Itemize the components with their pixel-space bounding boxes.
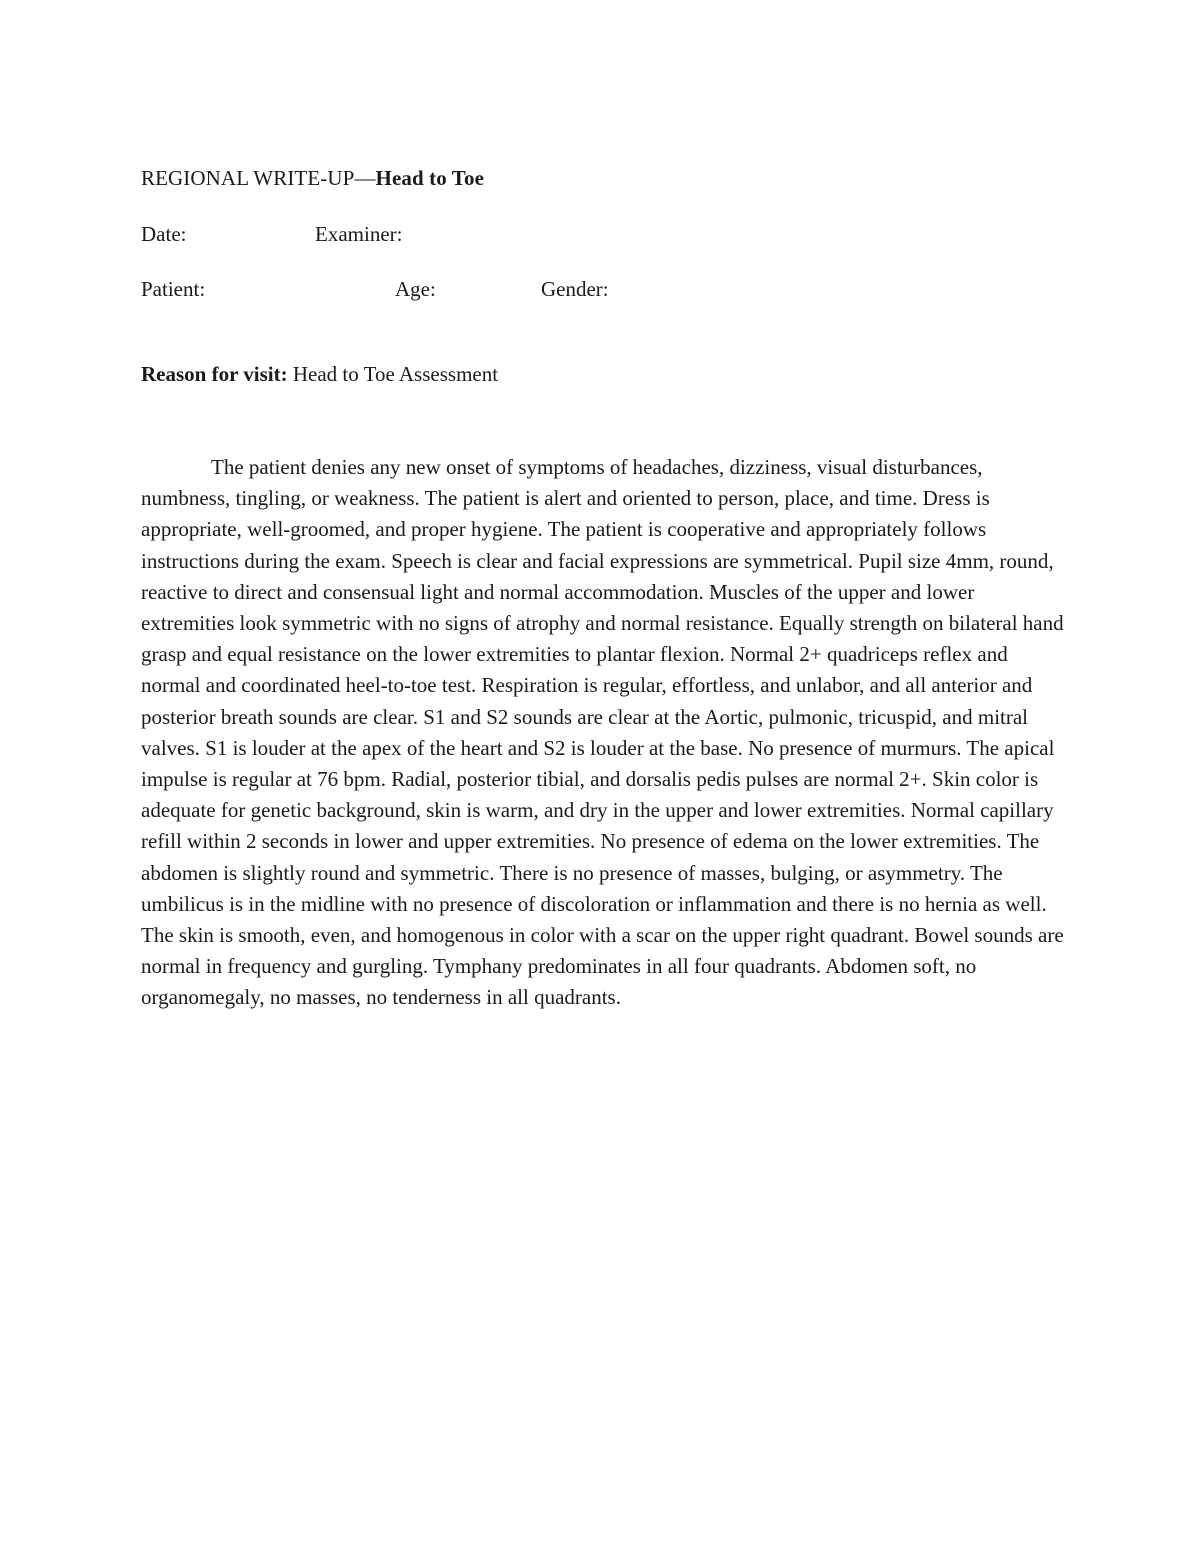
title-dash: —: [354, 166, 376, 190]
patient-label: Patient:: [141, 277, 206, 301]
document-title: [141, 166, 484, 191]
age-label: Age:: [395, 277, 436, 301]
gender-label: Gender:: [541, 277, 609, 301]
title-lead: REGIONAL WRITE-UP: [141, 166, 355, 190]
assessment-paragraph: The patient denies any new onset of symptoms of headaches, dizziness, visual disturbances, numbness, tingling, or weakness. The patient is alert and oriented to person, place, and time. Dress is appropriate, well-groomed, and proper hygiene. The patient is cooperative and appropriately follows instructions during the exam. Speech is clear and facial expressions are symmetrical. Pupil size 4mm, round, reactive to direct and consensual light and normal accommodation. Muscles of the upper and lower extremities look symmetric with no signs of atrophy and normal resistance. Equally strength on bilateral hand grasp and equal resistance on the lower extremities to plantar flexion. Normal 2+ quadriceps reflex and normal and coordinated heel-to-toe test. Respiration is regular, effortless, and unlabor, and all anterior and posterior breath sounds are clear. S1 and S2 sounds are clear at the Aortic, pulmonic, tricuspid, and mitral valves. S1 is louder at the apex of the heart and S2 is louder at the base. No presence of murmurs. The apical impulse is regular at 76 bpm. Radial, posterior tibial, and dorsalis pedis pulses are normal 2+. Skin color is adequate for genetic background, skin is warm, and dry in the upper and lower extremities. Normal capillary refill within 2 seconds in lower and upper extremities. No presence of edema on the lower extremities. The abdomen is slightly round and symmetric. There is no presence of masses, bulging, or asymmetry. The umbilicus is in the midline with no presence of discoloration or inflammation and there is no hernia as well. The skin is smooth, even, and homogenous in color with a scar on the upper right quadrant. Bowel sounds are normal in frequency and gurgling. Tymphany predominates in all four quadrants. Abdomen soft, no organomegaly, no masses, no tenderness in all quadrants.: [141, 455, 1064, 1010]
reason-label: Reason for visit:: [141, 362, 288, 386]
date-label: Date:: [141, 222, 187, 246]
reason-for-visit: [141, 362, 498, 387]
examiner-label: Examiner:: [315, 222, 403, 246]
reason-value: Head to Toe Assessment: [292, 362, 499, 386]
title-main: Head to Toe: [375, 166, 484, 190]
